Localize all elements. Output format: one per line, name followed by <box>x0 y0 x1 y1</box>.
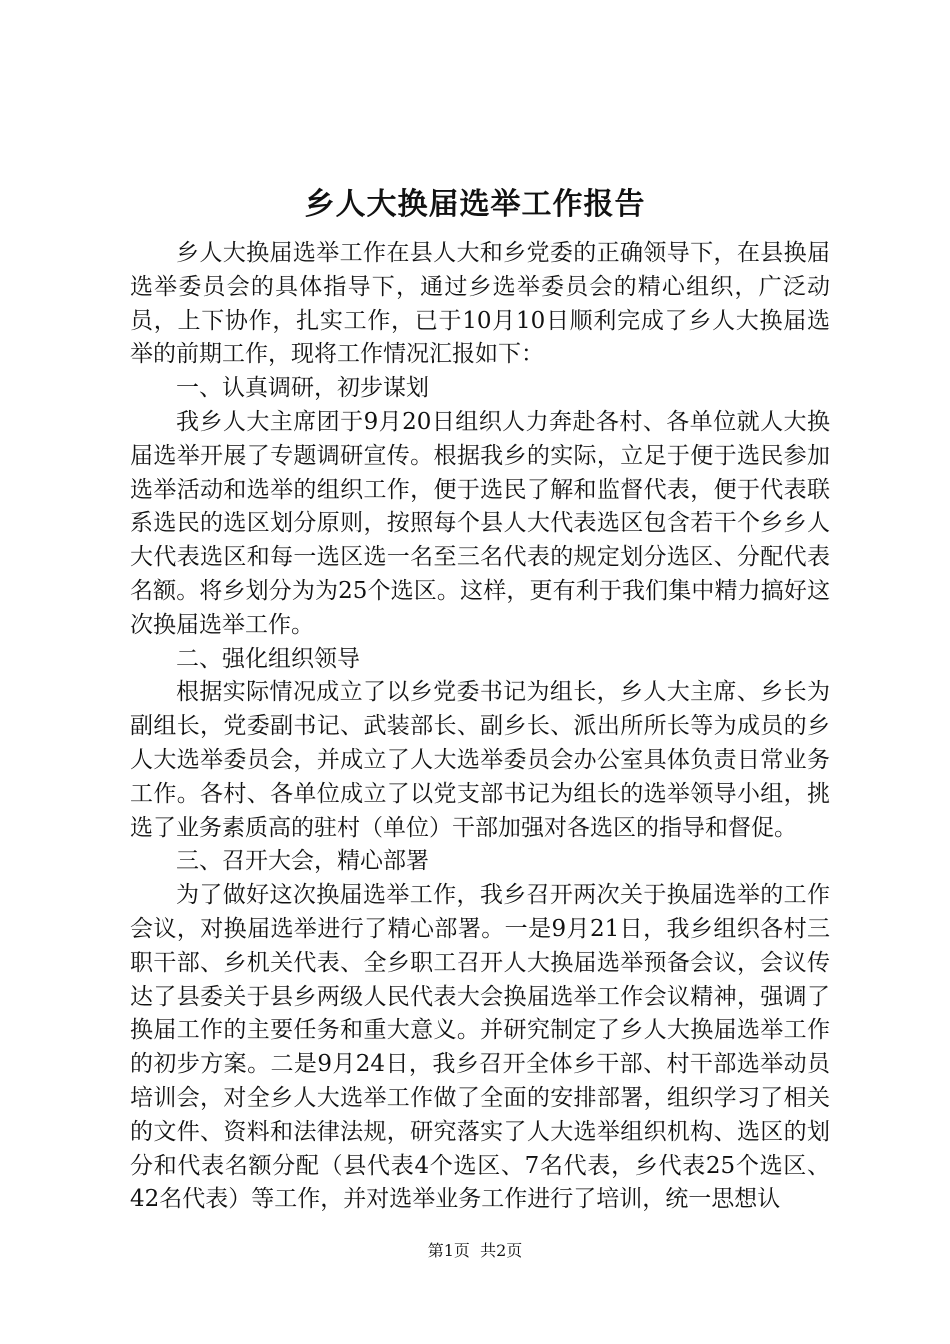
section-paragraph-2: 根据实际情况成立了以乡党委书记为组长，乡人大主席、乡长为副组长，党委副书记、武装部长、副乡长、派出所所长等为成员的乡人大选举委员会，并成立了人大选举委员会办公室具体负责日常业务工作。各村、各单位成立了以党支部书记为组长的选举领导小组，挑选了业务素质高的驻村（单位）干部加强对各选区的指导和督促。 <box>130 679 830 841</box>
section-paragraph-1: 我乡人大主席团于9月20日组织人力奔赴各村、各单位就人大换届选举开展了专题调研宣传。根据我乡的实际，立足于便于选民参加选举活动和选举的组织工作，便于选民了解和监督代表，便于代表联系选民的选区划分原则，按照每个县人大代表选区包含若干个乡乡人大代表选区和每一选区选一名至三名代表的规定划分选区、分配代表名额。将乡划分为为25个选区。这样，更有利于我们集中精力搞好这次换届选举工作。 <box>130 408 830 638</box>
document-title: 乡人大换届选举工作报告 <box>304 187 646 222</box>
page-number-current: 第1页 <box>427 1241 470 1260</box>
intro-paragraph: 乡人大换届选举工作在县人大和乡党委的正确领导下，在县换届选举委员会的具体指导下，通过乡选举委员会的精心组织，广泛动员，上下协作，扎实工作，已于10月10日顺利完成了乡人大换届选举的前期工作，现将工作情况汇报如下： <box>130 240 830 368</box>
section-heading-1: 一、认真调研，初步谋划 <box>176 375 429 402</box>
section-heading-2: 二、强化组织领导 <box>176 645 360 672</box>
document-body <box>130 237 830 1217</box>
footer-spacer <box>470 1241 480 1260</box>
section-heading-3: 三、召开大会，精心部署 <box>176 848 429 875</box>
section-paragraph-3: 为了做好这次换届选举工作，我乡召开两次关于换届选举的工作会议，对换届选举进行了精心部署。一是9月21日，我乡组织各村三职干部、乡机关代表、全乡职工召开人大换届选举预备会议，会议传达了县委关于县乡两级人民代表大会换届选举工作会议精神，强调了换届工作的主要任务和重大意义。并研究制定了乡人大换届选举工作的初步方案。二是9月24日，我乡召开全体乡干部、村干部选举动员培训会，对全乡人大选举工作做了全面的安排部署，组织学习了相关的文件、资料和法律法规，研究落实了人大选举组织机构、选区的划分和代表名额分配（县代表4个选区、7名代表，乡代表25个选区、42名代表）等工作，并对选举业务工作进行了培训，统一思想认 <box>130 882 830 1213</box>
page-number-total: 共2页 <box>480 1241 523 1260</box>
page-footer <box>0 1240 950 1262</box>
